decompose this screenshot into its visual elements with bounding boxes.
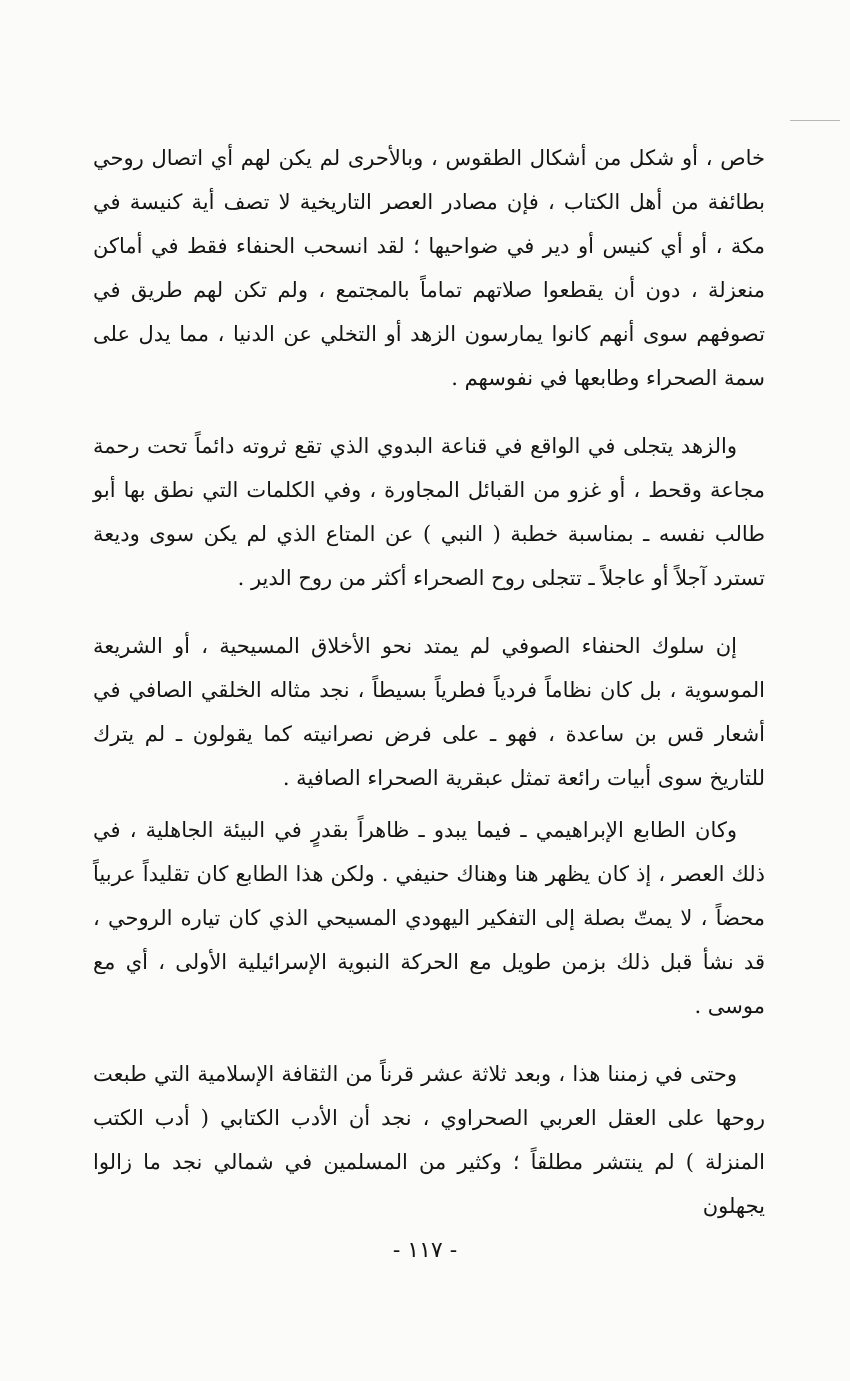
paragraph-4: وكان الطابع الإبراهيمي ـ فيما يبدو ـ ظاهراً بقدرٍ في البيئة الجاهلية ، في ذلك العصر ، إذ كان يظهر هنا وهناك حنيفي . ولكن هذا الطابع كان تقليداً عربياً محضاً ، لا يمتّ بصلة إلى التفكير اليهودي المسيحي الذي كان تياره الروحي ، قد نشأ قبل ذلك بزمن طويل مع الحركة النبوية الإسرائيلية الأولى ، أي مع موسى . xyxy=(93,818,765,1018)
page-body-text xyxy=(93,136,765,1228)
paragraph-5: وحتى في زمننا هذا ، وبعد ثلاثة عشر قرناً من الثقافة الإسلامية التي طبعت روحها على العقل العربي الصحراوي ، نجد أن الأدب الكتابي ( أدب الكتب المنزلة ) لم ينتشر مطلقاً ؛ وكثير من المسلمين في شمالي نجد ما زالوا يجهلون xyxy=(93,1062,765,1218)
page-number: - ١١٧ - xyxy=(392,1238,458,1263)
paragraph-2: والزهد يتجلى في الواقع في قناعة البدوي الذي تقع ثروته دائماً تحت رحمة مجاعة وقحط ، أو غزو من القبائل المجاورة ، وفي الكلمات التي نطق بها أبو طالب نفسه ـ بمناسبة خطبة ( النبي ) عن المتاع الذي لم يكن سوى وديعة تسترد آجلاً أو عاجلاً ـ تتجلى روح الصحراء أكثر من روح الدير . xyxy=(93,434,765,590)
scan-line-mark xyxy=(790,120,840,121)
paragraph-1: خاص ، أو شكل من أشكال الطقوس ، وبالأحرى لم يكن لهم أي اتصال روحي بطائفة من أهل الكتاب ، فإن مصادر العصر التاريخية لا تصف أية كنيسة في مكة ، أو أي كنيس أو دير في ضواحيها ؛ لقد انسحب الحنفاء فقط في أماكن منعزلة ، دون أن يقطعوا صلاتهم تماماً بالمجتمع ، ولم تكن لهم طريق في تصوفهم سوى أنهم كانوا يمارسون الزهد أو التخلي عن الدنيا ، مما يدل على سمة الصحراء وطابعها في نفوسهم . xyxy=(93,146,765,390)
paragraph-3: إن سلوك الحنفاء الصوفي لم يمتد نحو الأخلاق المسيحية ، أو الشريعة الموسوية ، بل كان نظاماً فردياً فطرياً بسيطاً ، نجد مثاله الخلقي الصافي في أشعار قس بن ساعدة ، فهو ـ على فرض نصرانيته كما يقولون ـ لم يترك للتاريخ سوى أبيات رائعة تمثل عبقرية الصحراء الصافية . xyxy=(93,634,765,790)
